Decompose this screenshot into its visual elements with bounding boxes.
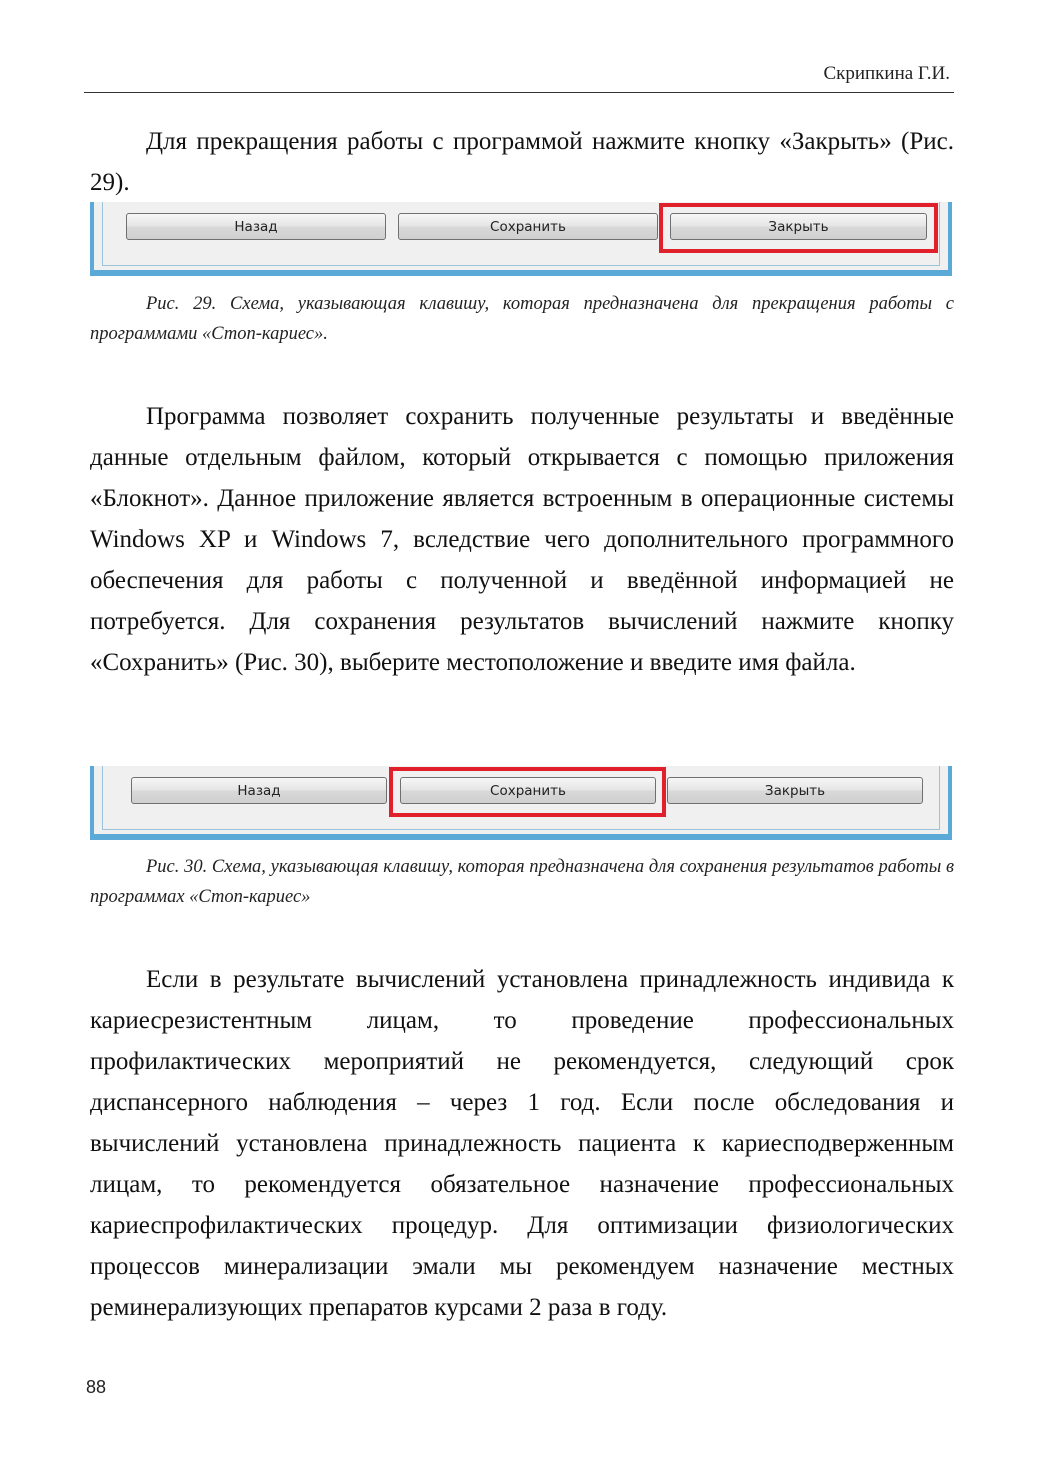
figure-29-caption xyxy=(90,289,954,349)
highlight-frame-save xyxy=(389,767,666,817)
save-button[interactable]: Сохранить xyxy=(398,213,658,240)
paragraph-text: Если в результате вычислений установлена принадлежность индивида к кариесрезистентным лицам, то проведение профессиональных профилактических мероприятий не рекомендуется, следующий срок диспансерного наблюдения – через 1 год. Если после обследования и вычислений установлена принадлежность пациента к кариесподверженным лицам, то рекомендуется обязательное назначение профессиональных кариеспрофилактических процедур. Для оптимизации физиологических процессов минерализации эмали мы рекомендуем назначение местных реминерализующих препаратов курсами 2 раза в году. xyxy=(90,966,954,1321)
paragraph-close-instruction xyxy=(90,121,954,203)
figure-30-caption xyxy=(90,852,954,912)
back-button[interactable]: Назад xyxy=(131,777,387,804)
paragraph-save-description xyxy=(90,396,954,683)
paragraph-text: Для прекращения работы с программой нажмите кнопку «Закрыть» (Рис. 29). xyxy=(90,128,954,196)
close-button[interactable]: Закрыть xyxy=(670,213,927,240)
caption-text: Рис. 29. Схема, указывающая клавишу, которая предназначена для прекращения работы с программами «Стоп-кариес». xyxy=(90,294,954,344)
highlight-frame-close xyxy=(659,203,938,253)
dialog-panel xyxy=(102,202,940,266)
save-button[interactable]: Сохранить xyxy=(400,777,656,804)
caption-text: Рис. 30. Схема, указывающая клавишу, которая предназначена для сохранения результатов работы в программах «Стоп-кариес» xyxy=(90,857,954,907)
paragraph-recommendations xyxy=(90,959,954,1328)
paragraph-text: Программа позволяет сохранить полученные результаты и введённые данные отдельным файлом, который открывается с помощью приложения «Блокнот». Данное приложение является встроенным в операционные системы Windows XP и Windows 7, вследствие чего дополнительного программного обеспечения для работы с полученной и введённой информацией не потребуется. Для сохранения результатов вычислений нажмите кнопку «Сохранить» (Рис. 30), выберите местоположение и введите имя файла. xyxy=(90,403,954,676)
figure-30-button-bar xyxy=(90,766,952,840)
figure-29-button-bar xyxy=(90,202,952,276)
header-rule xyxy=(84,92,954,93)
dialog-panel xyxy=(102,766,940,830)
page-number: 88 xyxy=(86,1377,107,1397)
close-button[interactable]: Закрыть xyxy=(667,777,923,804)
running-header-author: Скрипкина Г.И. xyxy=(823,63,950,84)
back-button[interactable]: Назад xyxy=(126,213,386,240)
